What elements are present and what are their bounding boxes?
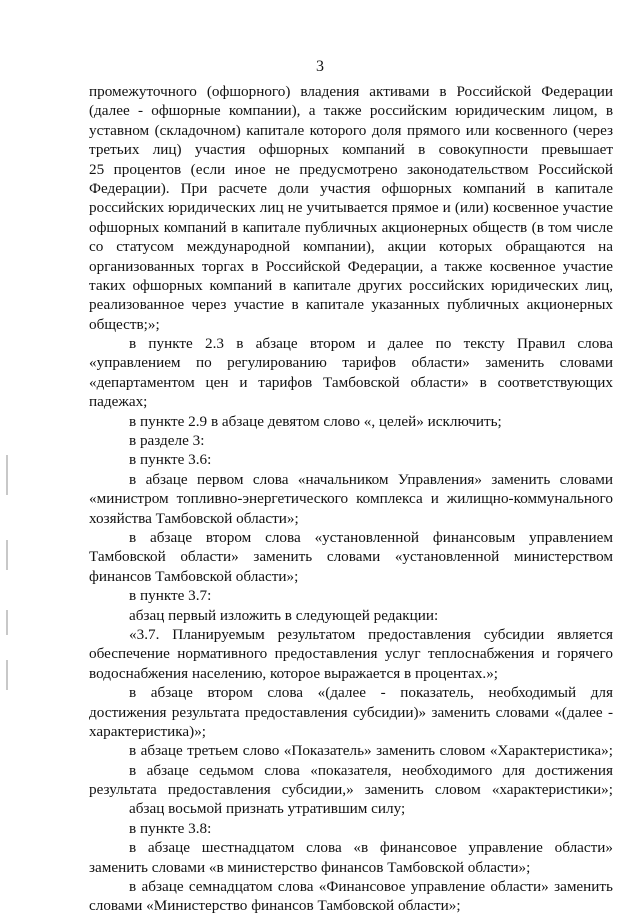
text-line: российских юридических лиц не учитывается прямое и (или) косвенное участие (89, 199, 613, 217)
text-line: в абзаце седьмом слова «показателя, необходимого для достижения (129, 761, 613, 779)
margin-scan-mark (6, 660, 8, 690)
text-line: результата предоставления субсидии,» заменить словом «характеристики»; (89, 781, 613, 799)
text-line: в абзаце втором слова «установленной финансовым управлением (129, 528, 613, 546)
text-line: офшорных компаний в капитале публичных акционерных обществ (в том числе (89, 218, 613, 236)
text-line: обеспечение нормативного предоставления услуг теплоснабжения и горячего (89, 645, 613, 663)
text-line: абзац восьмой признать утратившим силу; (129, 800, 406, 818)
text-line: хозяйства Тамбовской области»; (89, 509, 299, 527)
text-line: Федерации). При расчете доли участия офшорных компаний в капитале (89, 179, 613, 197)
text-line: третьих лиц) участия офшорных компаний в совокупности превышает (89, 141, 613, 159)
text-line: «управлением по регулированию тарифов области» заменить словами (89, 354, 613, 372)
text-line: в пункте 3.8: (129, 819, 212, 837)
text-line: в абзаце третьем слово «Показатель» заменить словом «Характеристика»; (129, 742, 613, 760)
text-line: характеристика)»; (89, 722, 207, 740)
text-line: организованных торгах в Российской Федерации, а также косвенное участие (89, 257, 613, 275)
text-line: достижения результата предоставления субсидии)» заменить словами «(далее - (89, 703, 613, 721)
margin-scan-mark (6, 610, 8, 635)
text-line: в разделе 3: (129, 432, 205, 450)
text-line: падежах; (89, 393, 148, 411)
text-line: 25 процентов (если иное не предусмотрено законодательством Российской (89, 160, 613, 178)
text-line: реализованное через участие в капитале указанных публичных акционерных (89, 296, 613, 314)
text-line: уставном (складочном) капитале которого доля прямого или косвенного (через (89, 121, 613, 139)
text-line: в пункте 3.6: (129, 451, 212, 469)
text-line: «3.7. Планируемым результатом предоставления субсидии является (129, 625, 613, 643)
margin-scan-mark (6, 455, 8, 495)
text-line: (далее - офшорные компании), а также российским юридическим лицом, в (89, 102, 613, 120)
text-line: в абзаце семнадцатом слова «Финансовое управление области» заменить (129, 878, 613, 896)
text-line: в пункте 3.7: (129, 587, 212, 605)
text-line: водоснабжения населению, которое выражается в процентах.»; (89, 664, 499, 682)
text-line: абзац первый изложить в следующей редакции: (129, 606, 439, 624)
text-line: в пункте 2.9 в абзаце девятом слово «, целей» исключить; (129, 412, 502, 430)
text-line: заменить словами «в министерство финансов Тамбовской области»; (89, 858, 531, 876)
text-line: обществ;»; (89, 315, 160, 333)
text-line: в пункте 2.3 в абзаце втором и далее по тексту Правил слова (129, 335, 613, 353)
text-line: в абзаце первом слова «начальником Управления» заменить словами (129, 470, 613, 488)
text-line: словами «Министерство финансов Тамбовской области»; (89, 897, 461, 915)
text-line: таких офшорных компаний в капитале других российских юридических лиц, (89, 276, 613, 294)
text-line: в абзаце втором слова «(далее - показатель, необходимый для (129, 684, 613, 702)
text-line: «министром топливно-энергетического комплекса и жилищно-коммунального (89, 490, 613, 508)
document-body (89, 82, 613, 916)
text-line: Тамбовской области» заменить словами «установленной министерством (89, 548, 613, 566)
margin-scan-mark (6, 540, 8, 570)
text-line: со статусом международной компании), акции которых обращаются на (89, 238, 613, 256)
text-line: «департаментом цен и тарифов Тамбовской области» в соответствующих (89, 373, 613, 391)
text-line: промежуточного (офшорного) владения активами в Российской Федерации (89, 83, 613, 100)
text-line: в абзаце шестнадцатом слова «в финансовое управление области» (129, 839, 613, 857)
text-line: финансов Тамбовской области»; (89, 567, 299, 585)
page-number: 3 (316, 58, 324, 75)
